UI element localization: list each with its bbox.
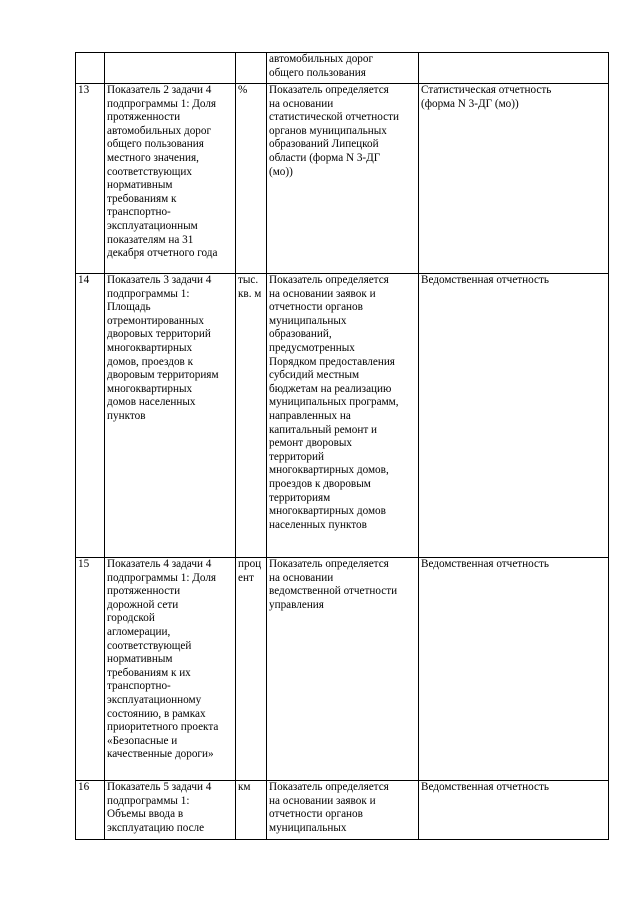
table-row bbox=[76, 558, 609, 781]
row-number-cell: 13 bbox=[76, 84, 105, 274]
row-number-cell: 16 bbox=[76, 781, 105, 840]
row-number-cell: 14 bbox=[76, 274, 105, 558]
indicator-name-cell: Показатель 2 задачи 4 подпрограммы 1: Доля протяженности автомобильных дорог общего пользования местного значения, соответствующих нормативным требованиям к транспортно- эксплуатационным показателям на 31 декабря отчетного года bbox=[105, 84, 236, 274]
calculation-method-cell: Показатель определяется на основании статистической отчетности органов муниципальных образований Липецкой области (форма N 3-ДГ (мо)) bbox=[267, 84, 419, 274]
table-row bbox=[76, 781, 609, 840]
indicator-name-cell bbox=[105, 53, 236, 84]
indicator-name-cell: Показатель 3 задачи 4 подпрограммы 1: Площадь отремонтированных дворовых территорий многоквартирных домов, проездов к дворовым территориям многоквартирных домов населенных пунктов bbox=[105, 274, 236, 558]
calculation-method-cell: Показатель определяется на основании заявок и отчетности органов муниципальных образований, предусмотренных Порядком предоставления субсидий местным бюджетам на реализацию муниципальных программ, направленных на капитальный ремонт и ремонт дворовых территорий многоквартирных домов, проездов к дворовым территориям многоквартирных домов населенных пунктов bbox=[267, 274, 419, 558]
table-row bbox=[76, 274, 609, 558]
table-row bbox=[76, 84, 609, 274]
data-source-cell bbox=[419, 53, 609, 84]
data-source-cell: Ведомственная отчетность bbox=[419, 274, 609, 558]
data-source-cell: Ведомственная отчетность bbox=[419, 781, 609, 840]
unit-cell: км bbox=[236, 781, 267, 840]
row-number-cell: 15 bbox=[76, 558, 105, 781]
indicator-name-cell: Показатель 5 задачи 4 подпрограммы 1: Объемы ввода в эксплуатацию после bbox=[105, 781, 236, 840]
unit-cell: % bbox=[236, 84, 267, 274]
indicator-name-cell: Показатель 4 задачи 4 подпрограммы 1: Доля протяженности дорожной сети городской агломерации, соответствующей нормативным требованиям к их транспортно- эксплуатационному состоянию, в рамках приоритетного проекта «Безопасные и качественные дороги» bbox=[105, 558, 236, 781]
unit-cell: проц ент bbox=[236, 558, 267, 781]
indicators-table bbox=[75, 52, 609, 840]
row-number-cell bbox=[76, 53, 105, 84]
unit-cell: тыс. кв. м bbox=[236, 274, 267, 558]
data-source-cell: Ведомственная отчетность bbox=[419, 558, 609, 781]
calculation-method-cell: Показатель определяется на основании ведомственной отчетности управления bbox=[267, 558, 419, 781]
calculation-method-cell: автомобильных дорог общего пользования bbox=[267, 53, 419, 84]
data-source-cell: Статистическая отчетность (форма N 3-ДГ (мо)) bbox=[419, 84, 609, 274]
calculation-method-cell: Показатель определяется на основании заявок и отчетности органов муниципальных bbox=[267, 781, 419, 840]
table-row bbox=[76, 53, 609, 84]
unit-cell bbox=[236, 53, 267, 84]
